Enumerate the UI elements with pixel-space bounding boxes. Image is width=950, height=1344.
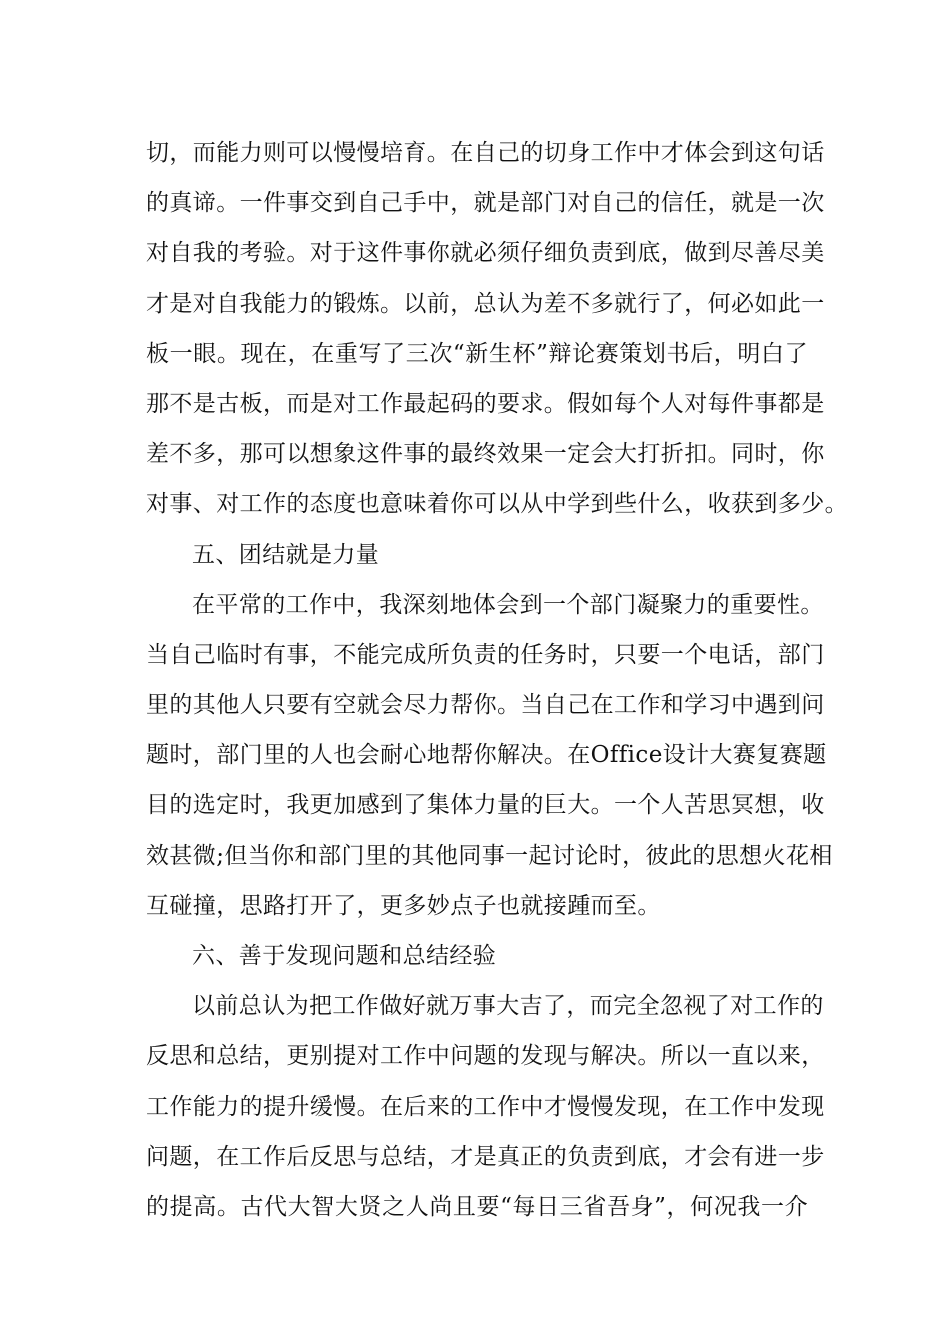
text-line: 那不是古板，而是对工作最起码的要求。假如每个人对每件事都是 (146, 390, 825, 417)
text-line: 切，而能力则可以慢慢培育。在自己的切身工作中才体会到这句话 (146, 140, 825, 166)
text-line: 以前总认为把工作做好就万事大吉了，而完全忽视了对工作的 (192, 993, 824, 1020)
text-line: 的真谛。一件事交到自己手中，就是部门对自己的信任，就是一次 (146, 190, 825, 217)
text-line: 效甚微;但当你和部门里的其他同事一起讨论时，彼此的思想火花相 (146, 842, 833, 869)
text-line: 对事、对工作的态度也意味着你可以从中学到些什么，收获到多少。 (146, 491, 848, 518)
text-line: 对自我的考验。对于这件事你就必须仔细负责到底，做到尽善尽美 (146, 240, 825, 267)
text-line: 板一眼。现在，在重写了三次“新生杯”辩论赛策划书后，明白了 (146, 340, 808, 367)
text-line: 反思和总结，更别提对工作中问题的发现与解决。所以一直以来， (146, 1043, 825, 1070)
text-line: 工作能力的提升缓慢。在后来的工作中才慢慢发现，在工作中发现 (146, 1093, 825, 1120)
text-line: 题时，部门里的人也会耐心地帮你解决。在Office设计大赛复赛题 (146, 742, 827, 769)
text-line: 才是对自我能力的锻炼。以前，总认为差不多就行了，何必如此一 (146, 290, 825, 317)
text-line: 问题，在工作后反思与总结，才是真正的负责到底，才会有进一步 (146, 1143, 825, 1170)
text-line: 目的选定时，我更加感到了集体力量的巨大。一个人苦思冥想，收 (146, 792, 825, 819)
body-text (146, 128, 848, 1232)
section-heading: 五、团结就是力量 (192, 541, 380, 568)
text-line: 在平常的工作中，我深刻地体会到一个部门凝聚力的重要性。 (192, 591, 824, 618)
text-line: 当自己临时有事，不能完成所负责的任务时，只要一个电话，部门 (146, 641, 825, 668)
text-line: 差不多，那可以想象这件事的最终效果一定会大打折扣。同时，你 (146, 441, 825, 468)
text-line: 的提高。古代大智大贤之人尚且要“每日三省吾身”，何况我一介 (146, 1193, 808, 1220)
text-line: 里的其他人只要有空就会尽力帮你。当自己在工作和学习中遇到问 (146, 692, 825, 719)
section-heading: 六、善于发现问题和总结经验 (192, 943, 497, 969)
text-line: 互碰撞，思路打开了，更多妙点子也就接踵而至。 (146, 892, 661, 919)
